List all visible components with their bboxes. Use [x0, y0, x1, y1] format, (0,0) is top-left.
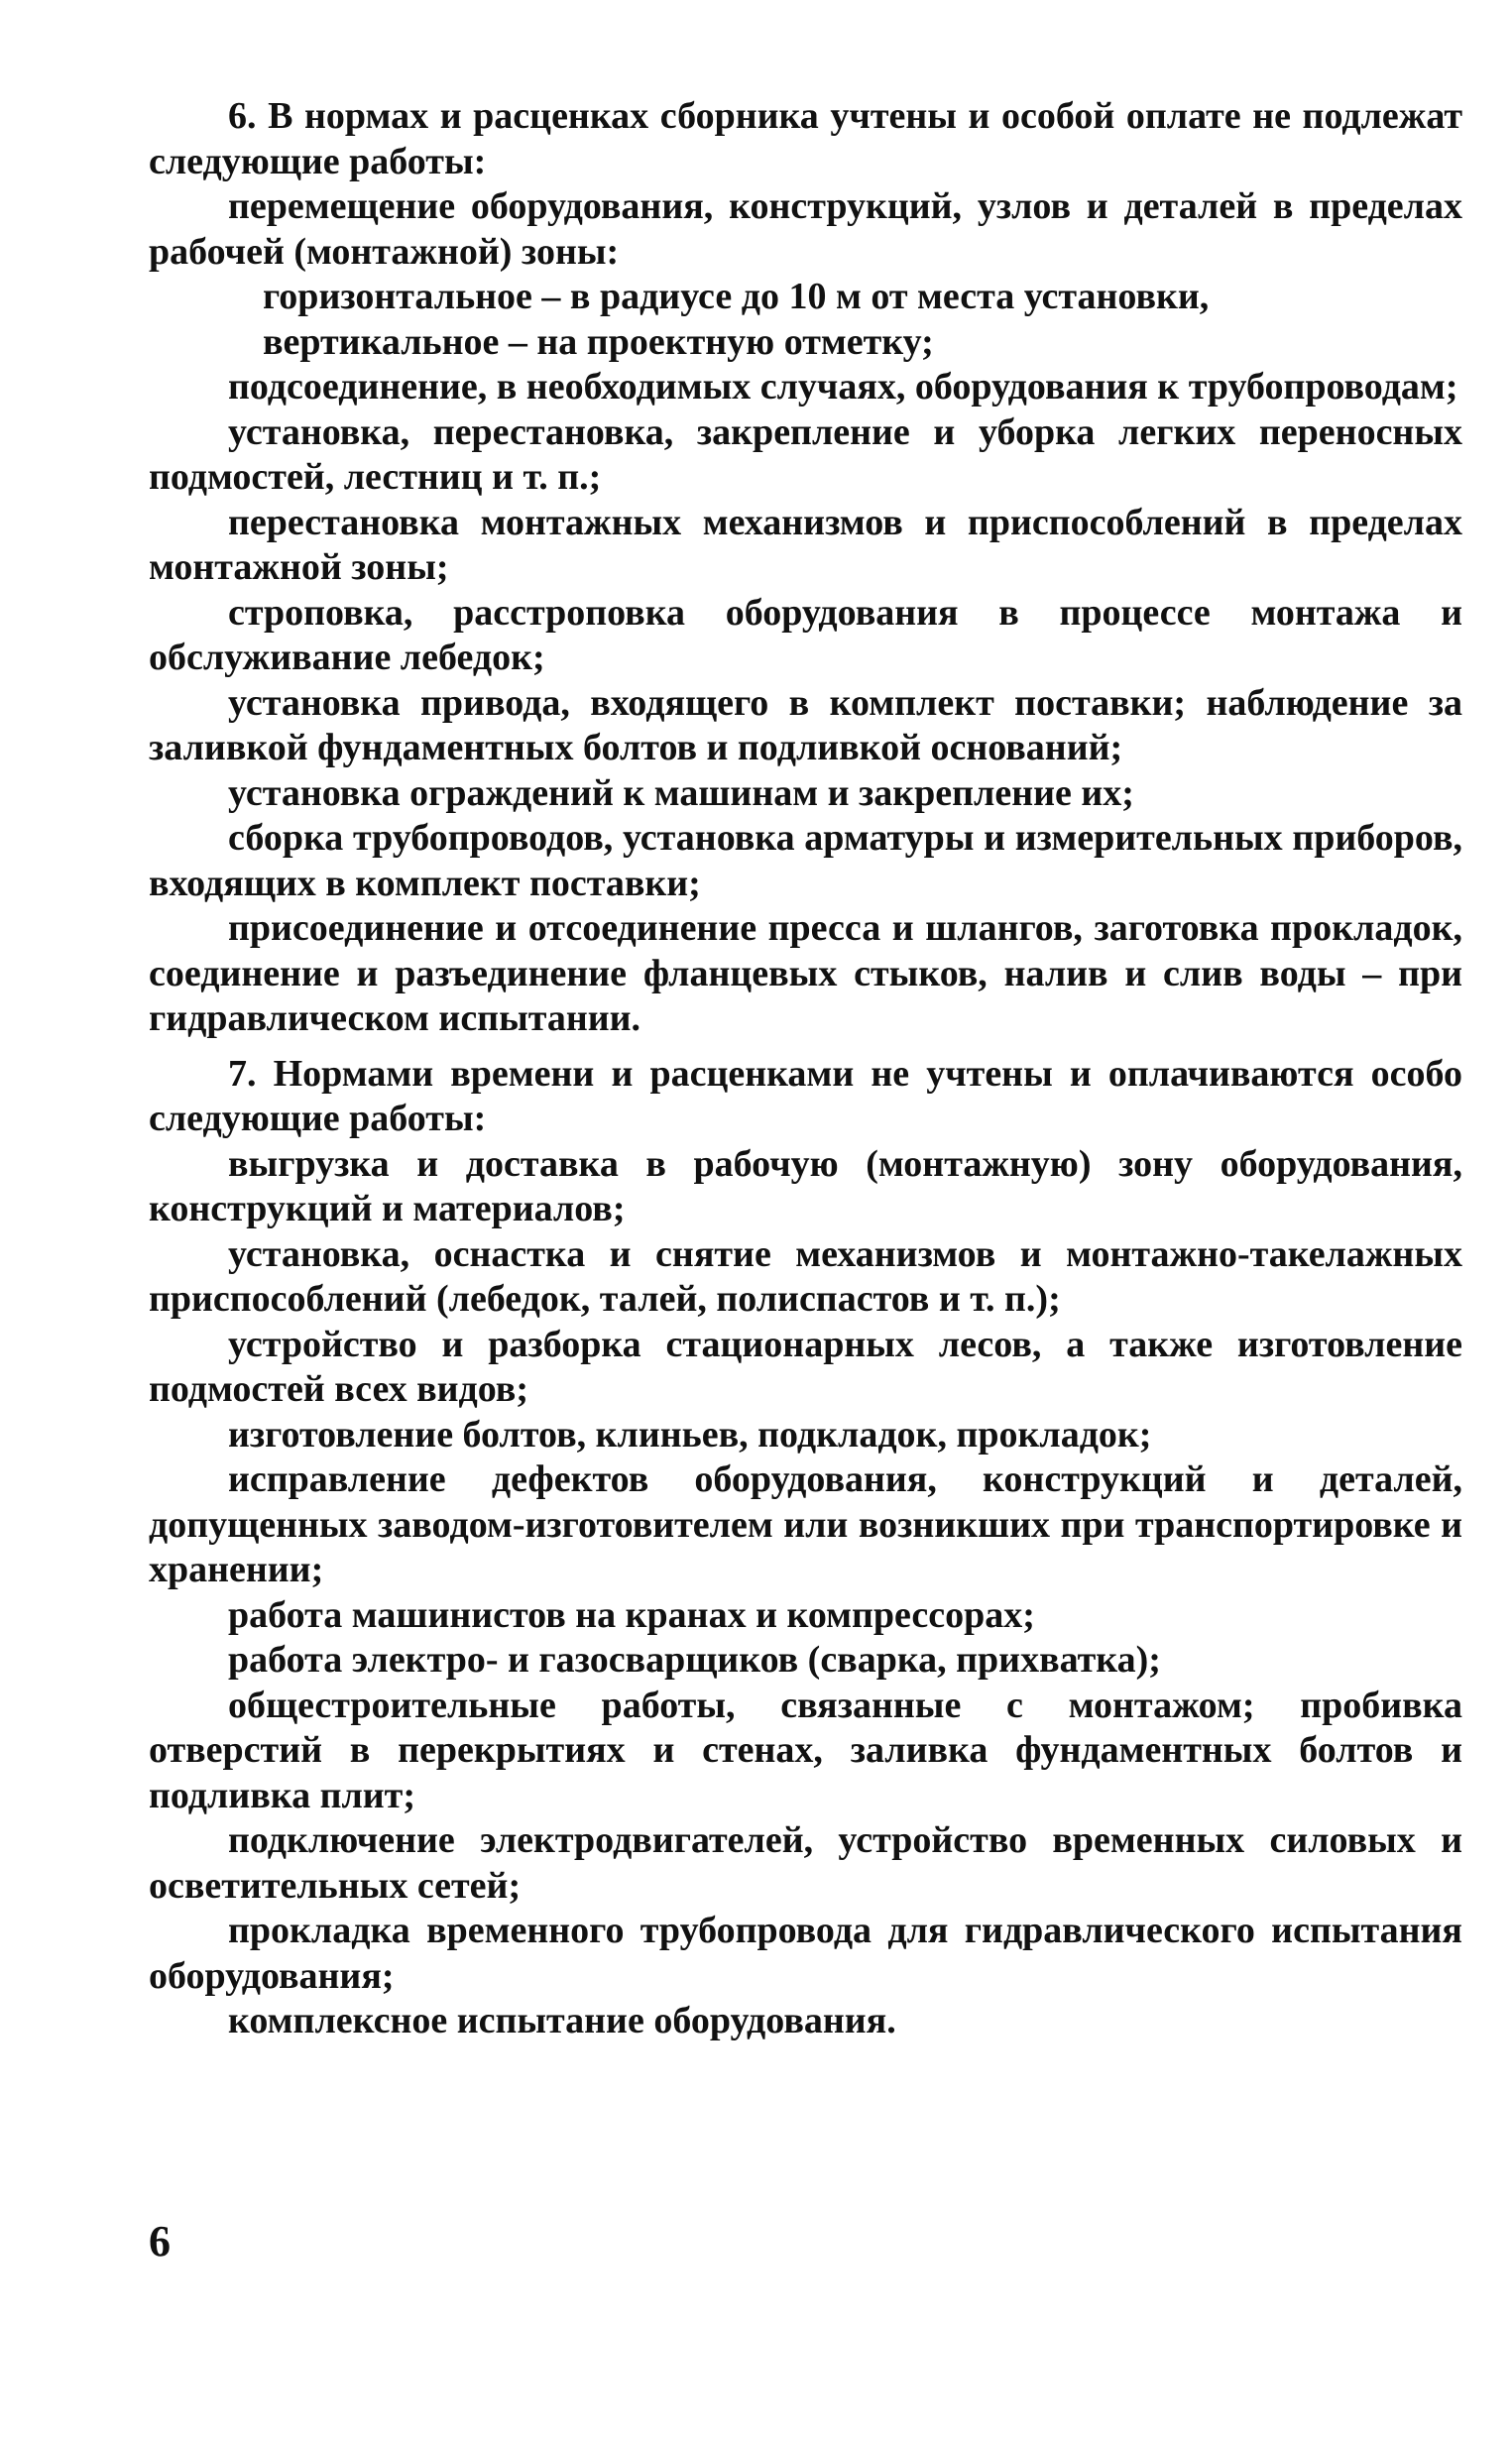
section-7-item: установка, оснастка и снятие механизмов и монтажно-такелажных приспособлений (лебедок, талей, полиспастов и т. п.);: [149, 1232, 1462, 1320]
section-6-item: установка, перестановка, закрепление и уборка легких переносных подмостей, лестниц и т. п.;: [149, 410, 1462, 498]
section-6-item: перемещение оборудования, конструкций, узлов и деталей в пределах рабочей (монтажной) зоны:: [149, 185, 1462, 273]
section-7-item: изготовление болтов, клиньев, подкладок, прокладок;: [228, 1413, 1152, 1455]
section-7-item: общестроительные работы, связанные с монтажом; пробивка отверстий в перекрытиях и стенах, заливка фундаментных болтов и подливка плит;: [149, 1684, 1462, 1816]
section-6-item: установка привода, входящего в комплект поставки; наблюдение за заливкой фундаментных болтов и подливкой оснований;: [149, 681, 1462, 768]
section-7-item: прокладка временного трубопровода для гидравлического испытания оборудования;: [149, 1910, 1462, 1997]
section-7-item: исправление дефектов оборудования, конструкций и деталей, допущенных заводом-изготовителем или возникших при транспортировке и хранении;: [149, 1458, 1462, 1590]
section-6-item: установка ограждений к машинам и закрепление их;: [228, 771, 1134, 814]
section-7-item: работа электро- и газосварщиков (сварка, прихватка);: [228, 1639, 1161, 1681]
section-6-subitem: горизонтальное – в радиусе до 10 м от места установки,: [263, 276, 1210, 317]
section-6-item: строповка, расстроповка оборудования в процессе монтажа и обслуживание лебедок;: [149, 591, 1462, 678]
section-6-item: подсоединение, в необходимых случаях, оборудования к трубопроводам;: [228, 366, 1458, 408]
document-page: [149, 94, 1462, 2044]
section-6-intro: 6. В нормах и расценках сборника учтены и особой оплате не подлежат следующие работы:: [149, 95, 1462, 182]
section-7-item: подключение электродвигателей, устройство временных силовых и осветительных сетей;: [149, 1819, 1462, 1907]
page-number: 6: [149, 2217, 171, 2266]
section-7-intro: 7. Нормами времени и расценками не учтены и оплачиваются особо следующие работы:: [149, 1052, 1462, 1139]
section-6-item: сборка трубопроводов, установка арматуры и измерительных приборов, входящих в комплект поставки;: [149, 817, 1462, 904]
section-6-subitem: вертикальное – на проектную отметку;: [263, 320, 934, 363]
section-6-item: присоединение и отсоединение пресса и шлангов, заготовка прокладок, соединение и разъединение фланцевых стыков, налив и слив воды – при гидравлическом испытании.: [149, 907, 1462, 1039]
section-7-item: выгрузка и доставка в рабочую (монтажную) зону оборудования, конструкций и материалов;: [149, 1142, 1462, 1229]
section-6-item: перестановка монтажных механизмов и приспособлений в пределах монтажной зоны;: [149, 501, 1462, 588]
section-7-item: работа машинистов на кранах и компрессорах;: [228, 1593, 1035, 1636]
section-7-item: комплексное испытание оборудования.: [228, 2000, 896, 2041]
section-7-item: устройство и разборка стационарных лесов, а также изготовление подмостей всех видов;: [149, 1323, 1462, 1410]
